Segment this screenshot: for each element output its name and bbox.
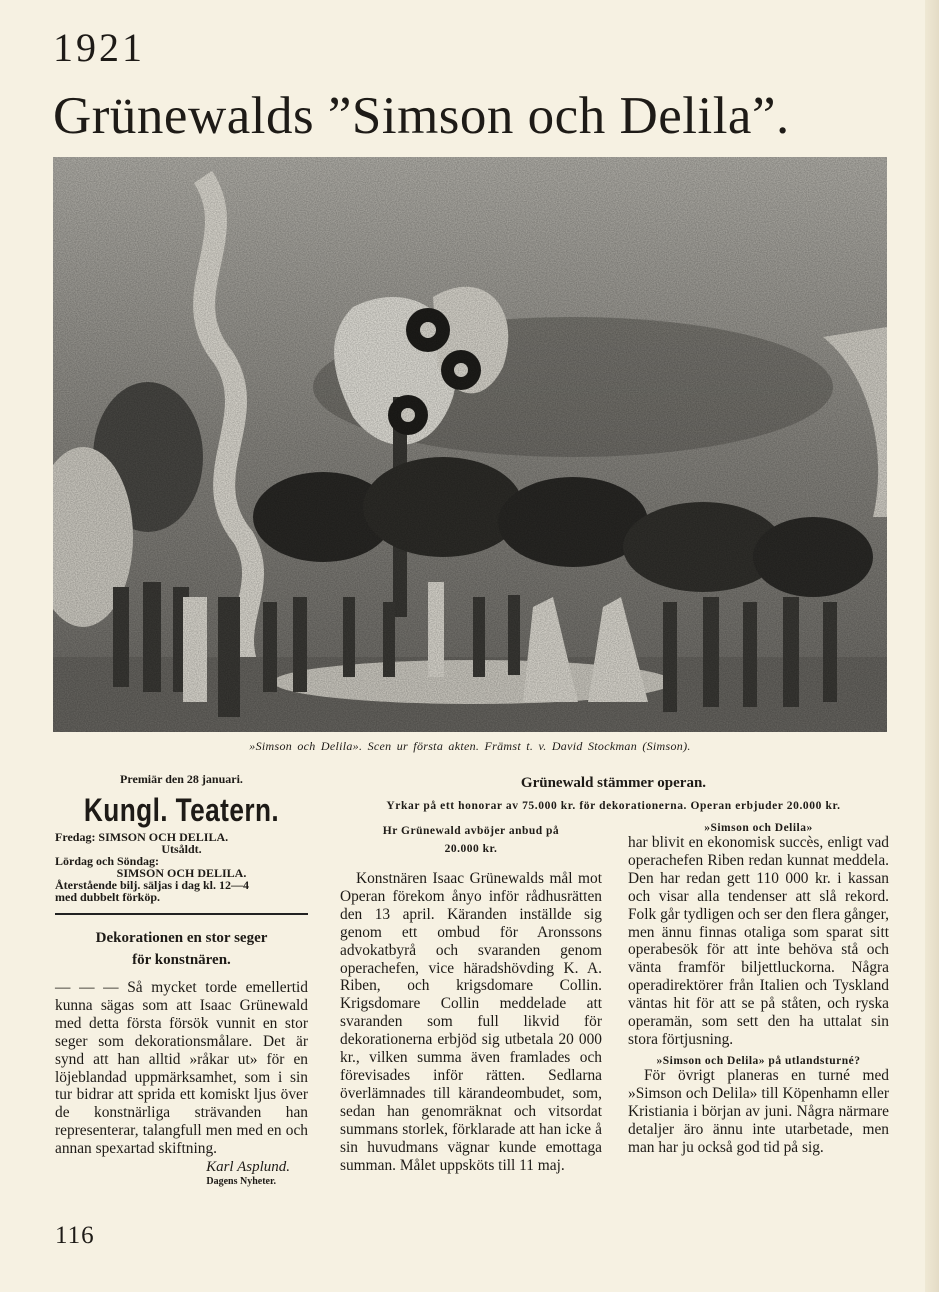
- lawsuit-text: Konstnären Isaac Grünewalds mål mot Operan förekom ånyo inför rådhusrätten den 13 april. Käranden inställde sig genom ett ombud för Aronssons advokatbyrå och svaranden genom operachefen, vice häradshövding K. A. Riben, och krigsdomare Collin. Krigsdomare Collin meddelade att svaranden som full likvid för dekorationerna erbjöd sig utbetala 20 000 kr., vilken summa även framlades och förevisades inför rätten. Sedlarna överlämnades till kärandeombudet, som, sedan han genomräknat och vitsordat summans storlek, förklarade att han icke å sin huvudmans vägnar kunde emottaga summan. Målet uppsköts till 11 maj.: [340, 870, 602, 1174]
- review-source: Dagens Nyheter.: [206, 1176, 276, 1188]
- program-line: med dubbelt förköp.: [55, 890, 161, 904]
- premiere-date: Premiär den 28 januari.: [120, 772, 243, 786]
- program-line: Lördag och Söndag:: [55, 854, 160, 868]
- right-column: [628, 822, 889, 1156]
- photo-caption: »Simson och Delila». Scen ur första akten. Främst t. v. David Stockman (Simson).: [249, 739, 691, 753]
- middle-subheading: [340, 822, 602, 858]
- theater-name: Kungl. Teatern.: [83, 792, 280, 828]
- program-line: SIMSON OCH DELILA.: [116, 866, 247, 880]
- left-column: [55, 772, 308, 1187]
- review-heading-line: Dekorationen en stor seger: [95, 930, 268, 946]
- success-text: har blivit en ekonomisk succès, enligt vad operachefen Riben redan kunnat meddela. Den har redan gett 110 000 kr. i kassan och visar alla tendenser att slå rekord. Folk går tydligen och ser den flera gånger, men ännu finnas otaliga som sparat sitt operabesök för att inte behöva stå och vänta framför biljettluckorna. Några operadirektörer från Italien och Tyskland väntas hit för att se på ståten, och ryska operamän, som sett den ha uttalat sin stora förtjusning.: [628, 834, 889, 1048]
- tour-text: För övrigt planeras en turné med »Simson och Delila» till Köpenhamn eller Kristiania i början av juni. Några närmare detaljer äro ännu inte utarbetade, men man har ju också god tid på sig.: [628, 1066, 889, 1156]
- success-subheading: »Simson och Delila»: [704, 822, 813, 834]
- year-heading: 1921: [53, 25, 145, 70]
- review-signature: Karl Asplund.: [206, 1159, 290, 1176]
- page-number: 116: [55, 1222, 95, 1249]
- page-title: Grünewalds ”Simson och Delila”.: [53, 87, 790, 145]
- lawsuit-headline: Grünewald stämmer operan.: [520, 775, 707, 791]
- program-line: Fredag: SIMSON OCH DELILA.: [55, 830, 229, 844]
- lawsuit-subheadline: Yrkar på ett honorar av 75.000 kr. för dekorationerna. Operan erbjuder 20.000 kr.: [386, 800, 841, 812]
- program-listing: [55, 831, 308, 903]
- stage-photograph: [53, 157, 887, 732]
- middle-subheading-line: 20.000 kr.: [444, 843, 498, 855]
- divider: [55, 913, 308, 915]
- program-line: Återstående bilj. säljas i dag kl. 12—4: [55, 878, 250, 892]
- tour-subheading: »Simson och Delila» på utlandsturné?: [656, 1054, 861, 1067]
- middle-subheading-line: Hr Grünewald avböjer anbud på: [382, 825, 560, 837]
- review-heading: [55, 927, 308, 971]
- page-edge: [925, 0, 939, 1292]
- review-text: — — — Så mycket torde emellertid kunna sägas som att Isaac Grünewald med detta första försök vunnit en stor seger som dekorationsmålare. Det är synd att han alltid »råkar ut» för en löjeblandad uppmärksamhet, som i sin tur bidrar att sprida ett komiskt ljus över de konstnärliga strävanden han representerar, talangfull men med en och annan spexartad skiftning.: [55, 979, 308, 1158]
- program-line: Utsåldt.: [161, 842, 202, 856]
- review-heading-line: för konstnären.: [132, 952, 231, 968]
- middle-column: [340, 822, 602, 1174]
